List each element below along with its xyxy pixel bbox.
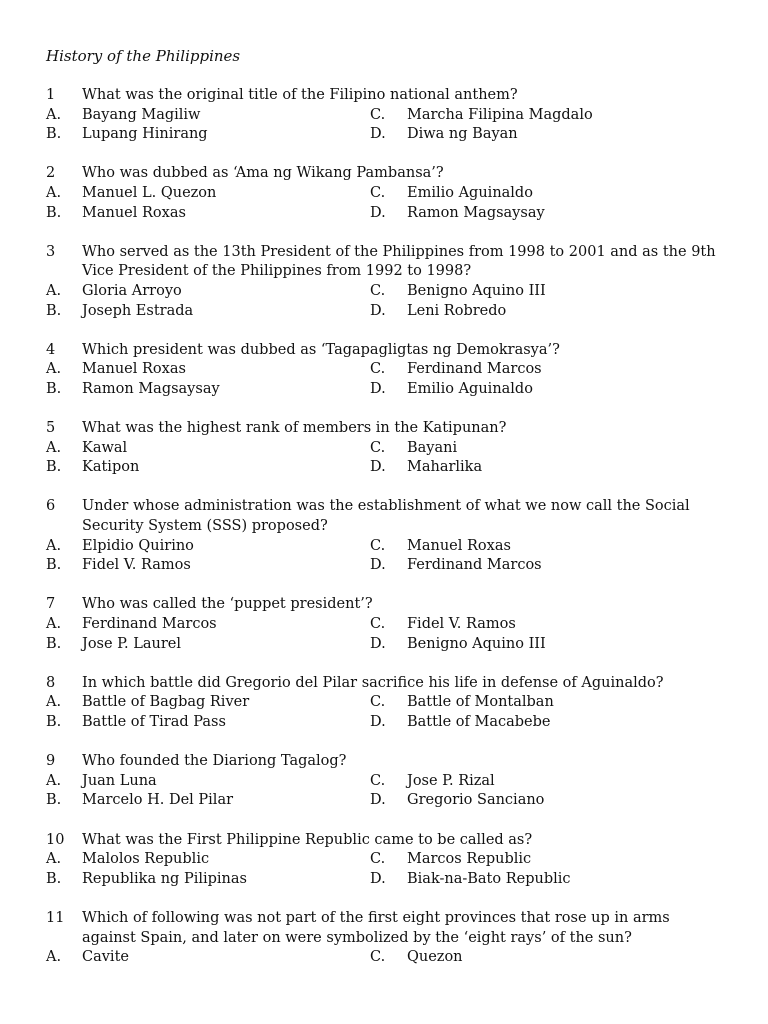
question-text: Who was dubbed as ‘Ama ng Wikang Pambansa’? (82, 165, 444, 182)
option-text: Benigno Aquino III (407, 635, 546, 652)
question-list (46, 86, 726, 987)
option-text: Ferdinand Marcos (82, 616, 217, 633)
answer-options-row (46, 948, 726, 968)
question-item (46, 831, 726, 890)
option-letter: C. (370, 184, 386, 201)
question-number: 8 (46, 674, 56, 691)
question-number: 9 (46, 753, 56, 770)
answer-options-row (46, 380, 726, 400)
answer-options-row (46, 870, 726, 890)
option-text: Fidel V. Ramos (407, 616, 516, 633)
option-letter: A. (46, 851, 62, 868)
option-text: Ramon Magsaysay (407, 204, 545, 221)
question-stem (46, 831, 726, 851)
option-text: Lupang Hinirang (82, 126, 208, 143)
question-stem (46, 752, 726, 772)
option-text: Battle of Tirad Pass (82, 714, 226, 730)
option-letter: A. (46, 439, 62, 456)
option-text: Gregorio Sanciano (407, 792, 545, 809)
option-text: Bayang Magiliw (82, 106, 201, 123)
option-letter: D. (370, 204, 386, 221)
option-letter: B. (46, 204, 62, 221)
option-letter: B. (46, 714, 62, 730)
option-text: Cavite (82, 949, 129, 966)
option-letter: D. (370, 870, 386, 887)
answer-options-row (46, 184, 726, 204)
option-text: Manuel Roxas (82, 204, 186, 221)
option-text: Joseph Estrada (82, 302, 194, 319)
option-letter: A. (46, 772, 62, 789)
document-title: History of the Philippines (46, 47, 241, 65)
answer-options-row (46, 125, 726, 145)
answer-options-row (46, 693, 726, 713)
question-item (46, 595, 726, 654)
question-item (46, 341, 726, 400)
option-letter: D. (370, 126, 386, 143)
question-number: 1 (46, 87, 56, 103)
option-letter: B. (46, 635, 62, 652)
option-text: Battle of Macabebe (407, 714, 551, 730)
option-text: Quezon (407, 949, 463, 966)
answer-options-row (46, 537, 726, 557)
option-text: Benigno Aquino III (407, 282, 546, 299)
option-letter: C. (370, 616, 386, 633)
option-letter: C. (370, 949, 386, 966)
answer-options-row (46, 791, 726, 811)
question-stem (46, 86, 726, 106)
question-text: In which battle did Gregorio del Pilar sacrifice his life in defense of Aguinaldo? (82, 674, 664, 691)
option-letter: A. (46, 694, 62, 711)
option-letter: B. (46, 126, 62, 143)
option-letter: C. (370, 361, 386, 378)
option-letter: D. (370, 302, 386, 319)
answer-options-row (46, 204, 726, 224)
answer-options-row (46, 302, 726, 322)
option-text: Ramon Magsaysay (82, 380, 220, 397)
question-number: 4 (46, 341, 56, 358)
option-text: Marcelo H. Del Pilar (82, 792, 234, 809)
question-text: What was the highest rank of members in the Katipunan? (82, 420, 507, 437)
option-letter: C. (370, 537, 386, 554)
option-text: Republika ng Pilipinas (82, 870, 247, 887)
question-number: 10 (46, 831, 65, 848)
question-number: 5 (46, 420, 56, 437)
question-stem (46, 164, 726, 184)
option-text: Leni Robredo (407, 302, 507, 319)
answer-options-row (46, 635, 726, 655)
option-letter: A. (46, 537, 62, 554)
option-letter: C. (370, 439, 386, 456)
question-stem (46, 909, 726, 948)
option-letter: B. (46, 557, 62, 574)
option-letter: D. (370, 459, 386, 476)
option-text: Gloria Arroyo (82, 282, 182, 299)
option-text: Fidel V. Ramos (82, 557, 191, 574)
question-item (46, 497, 726, 575)
option-letter: C. (370, 282, 386, 299)
option-letter: D. (370, 792, 386, 809)
question-text: What was the original title of the Filipino national anthem? (82, 87, 518, 103)
option-text: Ferdinand Marcos (407, 557, 542, 574)
option-letter: A. (46, 106, 62, 123)
option-letter: B. (46, 792, 62, 809)
option-text: Elpidio Quirino (82, 537, 194, 554)
option-text: Marcos Republic (407, 851, 532, 868)
option-letter: D. (370, 714, 386, 730)
question-item (46, 164, 726, 223)
question-item (46, 86, 726, 145)
option-letter: B. (46, 870, 62, 887)
option-text: Jose P. Laurel (82, 635, 181, 652)
option-letter: A. (46, 184, 62, 201)
question-text: Under whose administration was the establishment of what we now call the Social Security System (SSS) proposed? (82, 498, 690, 535)
option-text: Katipon (82, 459, 140, 476)
question-stem (46, 595, 726, 615)
question-item (46, 752, 726, 811)
option-letter: A. (46, 616, 62, 633)
option-text: Juan Luna (82, 772, 157, 789)
option-text: Emilio Aguinaldo (407, 380, 533, 397)
answer-options-row (46, 439, 726, 459)
answer-options-row (46, 615, 726, 635)
answer-options-row (46, 772, 726, 792)
option-letter: A. (46, 282, 62, 299)
option-text: Maharlika (407, 459, 483, 476)
option-letter: C. (370, 772, 386, 789)
option-letter: B. (46, 302, 62, 319)
answer-options-row (46, 360, 726, 380)
option-letter: B. (46, 380, 62, 397)
answer-options-row (46, 556, 726, 576)
question-number: 3 (46, 243, 56, 260)
question-number: 11 (46, 909, 65, 926)
option-text: Emilio Aguinaldo (407, 184, 533, 201)
question-text: Which president was dubbed as ‘Tagapagligtas ng Demokrasya’? (82, 341, 560, 358)
option-letter: C. (370, 851, 386, 868)
option-letter: A. (46, 361, 62, 378)
option-text: Bayani (407, 439, 458, 456)
option-letter: D. (370, 557, 386, 574)
question-stem (46, 341, 726, 361)
question-item (46, 909, 726, 968)
question-text: What was the First Philippine Republic came to be called as? (82, 831, 533, 848)
question-stem (46, 243, 726, 282)
option-text: Manuel L. Quezon (82, 184, 217, 201)
option-text: Diwa ng Bayan (407, 126, 518, 143)
option-letter: D. (370, 635, 386, 652)
option-text: Marcha Filipina Magdalo (407, 106, 593, 123)
answer-options-row (46, 713, 726, 733)
option-text: Jose P. Rizal (407, 772, 495, 789)
question-stem (46, 419, 726, 439)
question-item (46, 419, 726, 478)
answer-options-row (46, 106, 726, 126)
question-item (46, 674, 726, 733)
option-text: Malolos Republic (82, 851, 210, 868)
option-text: Manuel Roxas (82, 361, 186, 378)
option-text: Battle of Bagbag River (82, 694, 250, 711)
option-letter: C. (370, 694, 386, 711)
question-text: Who served as the 13th President of the Philippines from 1998 to 2001 and as the 9th Vice President of the Philippines from 1992 to 1998? (82, 243, 716, 280)
question-number: 2 (46, 165, 56, 182)
option-text: Biak-na-Bato Republic (407, 870, 571, 887)
option-text: Battle of Montalban (407, 694, 554, 711)
question-stem (46, 674, 726, 694)
question-stem (46, 497, 726, 536)
answer-options-row (46, 282, 726, 302)
option-letter: D. (370, 380, 386, 397)
answer-options-row (46, 458, 726, 478)
question-number: 7 (46, 596, 56, 613)
option-text: Manuel Roxas (407, 537, 511, 554)
option-letter: A. (46, 949, 62, 966)
option-letter: B. (46, 459, 62, 476)
answer-options-row (46, 850, 726, 870)
question-item (46, 243, 726, 321)
question-text: Who was called the ‘puppet president’? (82, 596, 373, 613)
option-letter: C. (370, 106, 386, 123)
question-text: Who founded the Diariong Tagalog? (82, 753, 347, 770)
option-text: Ferdinand Marcos (407, 361, 542, 378)
option-text: Kawal (82, 439, 128, 456)
question-number: 6 (46, 498, 56, 515)
question-text: Which of following was not part of the first eight provinces that rose up in arms against Spain, and later on were symbolized by the ‘eight rays’ of the sun? (82, 909, 670, 946)
